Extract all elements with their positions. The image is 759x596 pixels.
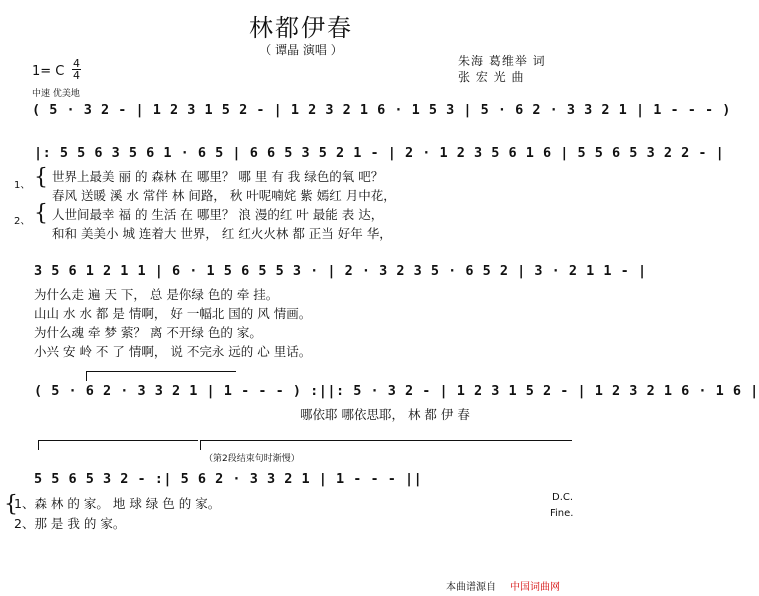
- time-signature: [72, 58, 81, 81]
- lyric-row2-line4: 和和 美美小 城 连着大 世界， 红 红火火林 都 正当 好年 华，: [52, 226, 392, 241]
- volta-bracket-3: [200, 440, 572, 441]
- time-signature-bottom: 4: [73, 69, 80, 82]
- lyric-row3-line3: 为什么魂 牵 梦 萦？ 离 不开绿 色的 家。: [34, 325, 262, 340]
- notation-row-2: |: 5 5 6 3 5 6 1 · 6 5 | 6 6 5 3 5 2 1 - | 2 · 1 2 3 5 6 1 6 | 5 5 6 5 3 2 2 - |: [34, 145, 725, 161]
- source-label: 本曲谱源自: [446, 582, 496, 593]
- lyric-row5-line1: 1、森 林 的 家。 地 球 绿 色 的 家。: [14, 496, 221, 511]
- verse-brace-3: {: [4, 492, 18, 517]
- verse-number-1: 1、: [14, 180, 31, 191]
- lyric-row2-line3: 人世间最幸 福 的 生活 在 哪里？ 浪 漫的红 叶 最能 表 达，: [52, 207, 384, 222]
- verse-brace-2: {: [34, 201, 48, 226]
- composer-credit: 张 宏 光 曲: [458, 70, 525, 84]
- notation-row-5: 5 5 6 5 3 2 - :| 5 6 2 · 3 3 2 1 | 1 - - - ||: [34, 471, 423, 487]
- verse-brace-1: {: [34, 165, 48, 190]
- lyric-row4: 哪依耶 哪依思耶， 林 都 伊 春: [300, 407, 470, 422]
- da-capo-mark: D.C.: [552, 492, 574, 503]
- verse-number-2: 2、: [14, 216, 31, 227]
- volta-bracket-1-start: [86, 371, 87, 381]
- key-signature: 1= C: [32, 64, 65, 79]
- page-title: 林都伊春: [249, 14, 353, 42]
- ritardando-annotation: （第2段结束句时渐慢）: [204, 454, 300, 464]
- performer-subtitle: （ 谭晶 演唱 ）: [259, 43, 343, 57]
- lyric-row3-line4: 小兴 安 岭 不 了 情啊， 说 不完永 远的 心 里话。: [34, 344, 312, 359]
- volta-bracket-2-start: [38, 440, 39, 450]
- notation-row-4: ( 5 · 6 2 · 3 3 2 1 | 1 - - - ) :||: 5 · 3 2 - | 1 2 3 1 5 2 - | 1 2 3 2 1 6 · 1 6 |: [34, 383, 759, 399]
- fine-mark: Fine.: [550, 508, 574, 519]
- lyric-row3-line1: 为什么走 遍 天 下， 总 是你绿 色的 牵 挂。: [34, 287, 279, 302]
- volta-bracket-3-start: [200, 440, 201, 450]
- time-signature-top: 4: [73, 57, 80, 70]
- lyricist-credit: 朱海 葛维举 词: [458, 54, 546, 68]
- tempo-marking: 中速 优美地: [32, 89, 80, 99]
- lyric-row2-line2: 春风 送暖 溪 水 常伴 林 间路， 秋 叶呢喃姹 紫 嫣红 月中花，: [52, 188, 396, 203]
- source-site: 中国词曲网: [510, 582, 560, 593]
- notation-row-1: ( 5 · 3 2 - | 1 2 3 1 5 2 - | 1 2 3 2 1 6 · 1 5 3 | 5 · 6 2 · 3 3 2 1 | 1 - - - ): [32, 102, 731, 118]
- notation-row-3: 3 5 6 1 2 1 1 | 6 · 1 5 6 5 5 3 · | 2 · 3 2 3 5 · 6 5 2 | 3 · 2 1 1 - |: [34, 263, 647, 279]
- lyric-row5-line2: 2、那 是 我 的 家。: [14, 516, 126, 531]
- volta-bracket-1: [86, 371, 236, 372]
- lyric-row3-line2: 山山 水 水 都 是 情啊， 好 一幅北 国的 风 情画。: [34, 306, 312, 321]
- lyric-row2-line1: 世界上最美 丽 的 森林 在 哪里？ 哪 里 有 我 绿色的氧 吧？: [52, 169, 384, 184]
- volta-bracket-2: [38, 440, 198, 441]
